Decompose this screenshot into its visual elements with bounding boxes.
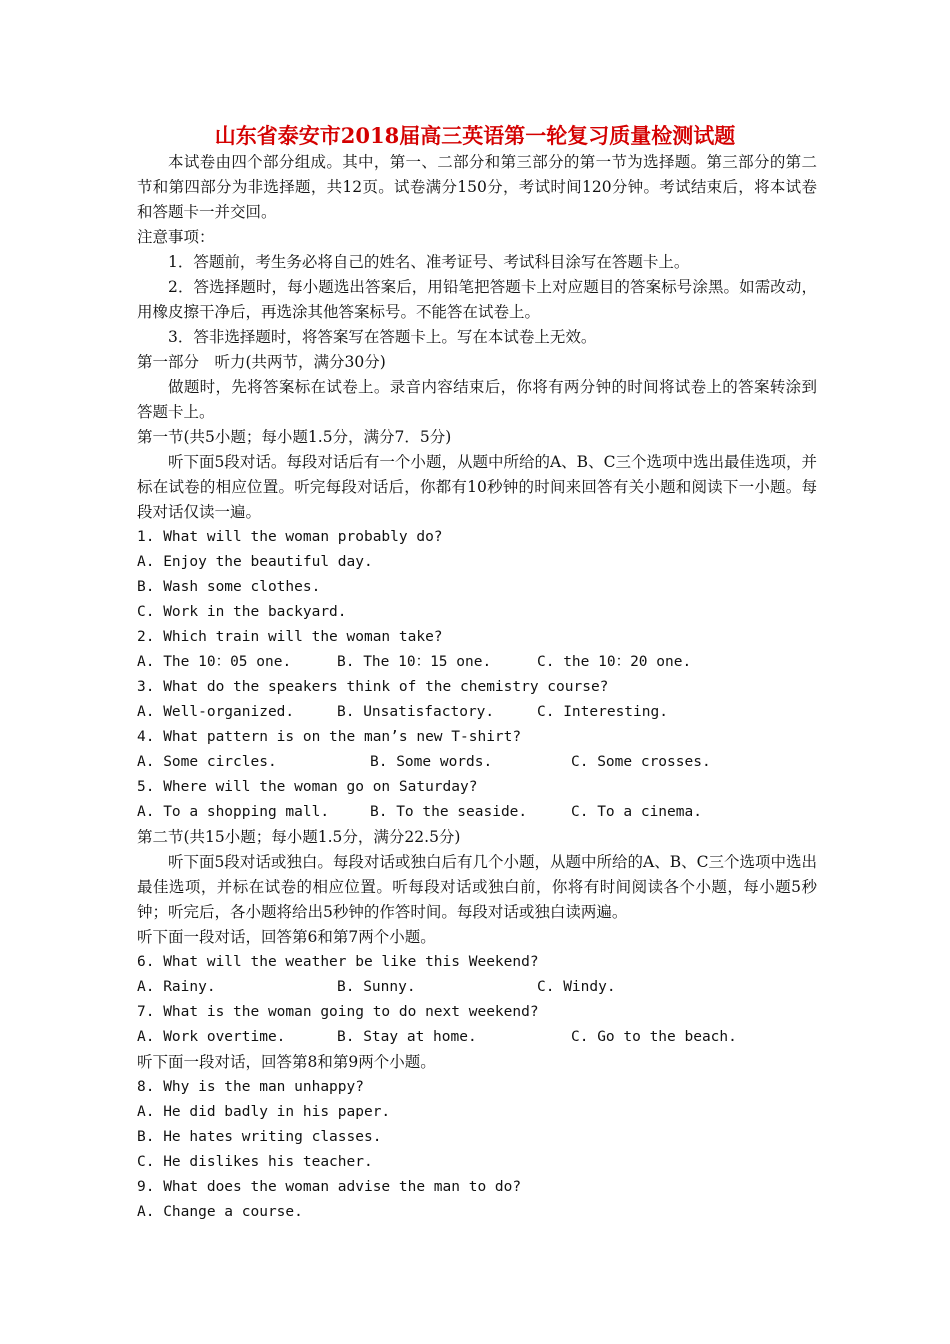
section2-instructions: 听下面5段对话或独白。每段对话或独白后有几个小题，从题中所给的A、B、C三个选项中选出最佳选项，并标在试卷的相应位置。听每段对话或独白前，你将有时间阅读各个小题，每小题5秒钟；听完后，各小题将给出5秒钟的作答时间。每段对话或独白读两遍。: [137, 853, 817, 921]
option-2c: C. the 10：20 one.: [537, 654, 692, 670]
option-4a: A. Some circles.: [137, 754, 277, 770]
question-7: 7. What is the woman going to do next weekend?: [137, 1004, 539, 1020]
notice-item: 3．答非选择题时，将答案写在答题卡上。写在本试卷上无效。: [168, 328, 597, 346]
intro-paragraph: 本试卷由四个部分组成。其中，第一、二部分和第三部分的第一节为选择题。第三部分的第二节和第四部分为非选择题，共12页。试卷满分150分，考试时间120分钟。考试结束后，将本试卷和答题卡一并交回。: [137, 153, 817, 221]
dialog-intro: 听下面一段对话，回答第8和第9两个小题。: [137, 1053, 436, 1071]
option-8c: C. He dislikes his teacher.: [137, 1154, 373, 1170]
option-6a: A. Rainy.: [137, 979, 216, 995]
option-6c: C. Windy.: [537, 979, 616, 995]
notice-heading: 注意事项：: [137, 228, 215, 246]
option-3b: B. Unsatisfactory.: [337, 704, 495, 720]
question-6: 6. What will the weather be like this Weekend?: [137, 954, 539, 970]
option-6b: B. Sunny.: [337, 979, 416, 995]
option-7c: C. Go to the beach.: [571, 1029, 737, 1045]
option-8b: B. He hates writing classes.: [137, 1129, 382, 1145]
option-3a: A. Well-organized.: [137, 704, 295, 720]
option-5a: A. To a shopping mall.: [137, 804, 330, 820]
question-9: 9. What does the woman advise the man to do?: [137, 1179, 522, 1195]
option-2a: A. The 10：05 one.: [137, 654, 292, 670]
notice-item: 1．答题前，考生务必将自己的姓名、准考证号、考试科目涂写在答题卡上。: [168, 253, 690, 271]
option-9a: A. Change a course.: [137, 1204, 303, 1220]
question-2: 2. Which train will the woman take?: [137, 629, 443, 645]
option-7b: B. Stay at home.: [337, 1029, 477, 1045]
question-5: 5. Where will the woman go on Saturday?: [137, 779, 478, 795]
question-1: 1. What will the woman probably do?: [137, 529, 443, 545]
option-1c: C. Work in the backyard.: [137, 604, 347, 620]
page-title: 山东省泰安市2018届高三英语第一轮复习质量检测试题: [214, 123, 736, 148]
option-8a: A. He did badly in his paper.: [137, 1104, 391, 1120]
part1-heading: 第一部分 听力(共两节，满分30分): [137, 353, 386, 371]
notice-item: 2．答选择题时，每小题选出答案后，用铅笔把答题卡上对应题目的答案标号涂黑。如需改动，用橡皮擦干净后，再选涂其他答案标号。不能答在试卷上。: [137, 278, 817, 321]
dialog-intro: 听下面一段对话，回答第6和第7两个小题。: [137, 928, 436, 946]
option-5b: B. To the seaside.: [370, 804, 528, 820]
part1-instructions: 做题时，先将答案标在试卷上。录音内容结束后，你将有两分钟的时间将试卷上的答案转涂到答题卡上。: [137, 378, 817, 421]
section2-heading: 第二节(共15小题；每小题1.5分，满分22.5分): [137, 828, 461, 846]
option-4c: C. Some crosses.: [571, 754, 711, 770]
option-3c: C. Interesting.: [537, 704, 668, 720]
question-8: 8. Why is the man unhappy?: [137, 1079, 364, 1095]
question-3: 3. What do the speakers think of the chemistry course?: [137, 679, 609, 695]
option-2b: B. The 10：15 one.: [337, 654, 492, 670]
option-4b: B. Some words.: [370, 754, 493, 770]
option-1a: A. Enjoy the beautiful day.: [137, 554, 373, 570]
option-1b: B. Wash some clothes.: [137, 579, 321, 595]
section1-instructions: 听下面5段对话。每段对话后有一个小题，从题中所给的A、B、C三个选项中选出最佳选项，并标在试卷的相应位置。听完每段对话后，你都有10秒钟的时间来回答有关小题和阅读下一小题。每段对话仅读一遍。: [137, 453, 817, 521]
option-7a: A. Work overtime.: [137, 1029, 286, 1045]
section1-heading: 第一节(共5小题；每小题1.5分，满分7．5分): [137, 428, 452, 446]
question-4: 4. What pattern is on the man’s new T-shirt?: [137, 729, 522, 745]
option-5c: C. To a cinema.: [571, 804, 702, 820]
